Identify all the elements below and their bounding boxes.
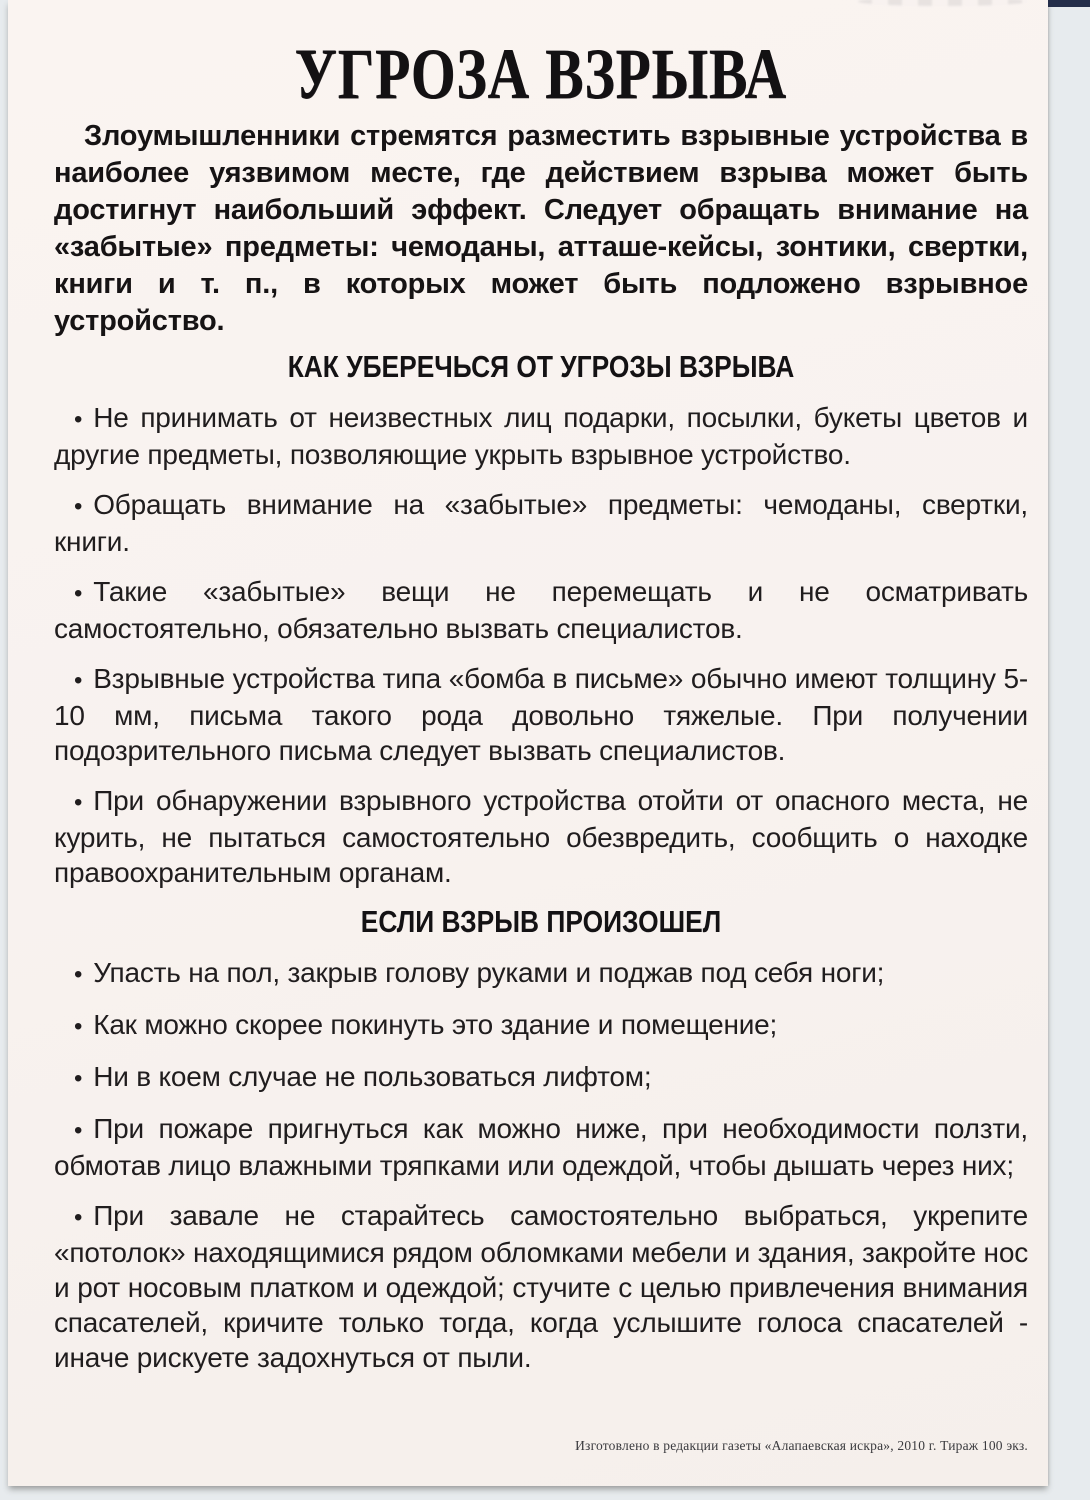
intro-paragraph: Злоумышленники стремятся разместить взрывные устройства в наиболее уязвимом месте, где действием взрыва может быть достигнут наибольший эффект. Следует обращать внимание на «забытые» предметы: чемоданы, атташе-кейсы, зонтики, свертки, книги и т. п., в которых может быть подложено взрывное устройство. (54, 120, 1028, 337)
bullet-text: При пожаре пригнуться как можно ниже, при необходимости ползти, обмотав лицо влажными тряпками или одеждой, чтобы дышать через них; (54, 1113, 1028, 1181)
bullet-item (54, 400, 1028, 472)
section-heading-text: КАК УБЕРЕЧЬСЯ ОТ УГРОЗЫ ВЗРЫВА (287, 349, 795, 384)
bullet-item (54, 574, 1028, 646)
bullet-text: При обнаружении взрывного устройства отойти от опасного места, не курить, не пытаться самостоятельно обезвредить, сообщить о находке правоохранительным органам. (54, 785, 1028, 888)
bullet-item (54, 1111, 1028, 1183)
bullet-text: Как можно скорее покинуть это здание и помещение; (93, 1009, 778, 1040)
bullet-dot-icon: • (74, 580, 83, 607)
imprint-line: Изготовлено в редакции газеты «Алапаевская искра», 2010 г. Тираж 100 экз. (575, 1438, 1028, 1453)
document-title (54, 34, 1028, 114)
bullet-dot-icon: • (74, 667, 83, 694)
section-heading-how-to-avoid (54, 350, 1028, 384)
bullet-item (54, 1059, 1028, 1096)
bullet-dot-icon: • (74, 493, 83, 520)
document-page (8, 0, 1048, 1486)
bullet-item (54, 487, 1028, 559)
bullet-dot-icon: • (74, 1204, 83, 1231)
document-title-text: УГРОЗА ВЗРЫВА (294, 34, 788, 114)
bullet-item (54, 783, 1028, 890)
bullet-text: Взрывные устройства типа «бомба в письме» обычно имеют толщину 5-10 мм, письма такого рода довольно тяжелые. При получении подозрительного письма следует вызвать специалистов. (54, 663, 1028, 766)
bullet-text: Не принимать от неизвестных лиц подарки, посылки, букеты цветов и другие предметы, позволяющие укрыть взрывное устройство. (54, 402, 1028, 470)
bullet-text: При завале не старайтесь самостоятельно выбраться, укрепите «потолок» находящимися рядом обломками мебели и здания, закройте нос и рот носовым платком и одеждой; стучите с целью привлечения внимания спасателей, кричите только тогда, когда услышите голоса спасателей - иначе рискуете задохнуться от пыли. (54, 1200, 1028, 1373)
bullet-text: Обращать внимание на «забытые» предметы: чемоданы, свертки, книги. (54, 489, 1028, 557)
bullet-dot-icon: • (74, 1065, 83, 1092)
bullet-dot-icon: • (74, 961, 83, 988)
bullet-item (54, 955, 1028, 992)
section-heading-text: ЕСЛИ ВЗРЫВ ПРОИЗОШЕЛ (360, 904, 722, 939)
page-content (8, 0, 1048, 1390)
bullet-dot-icon: • (74, 406, 83, 433)
bullet-text: Упасть на пол, закрыв голову руками и поджав под себя ноги; (93, 957, 885, 988)
bullet-dot-icon: • (74, 1117, 83, 1144)
bullet-dot-icon: • (74, 789, 83, 816)
bullet-item (54, 1007, 1028, 1044)
scan-corner-mark (1048, 0, 1090, 7)
section-heading-if-explosion (54, 905, 1028, 939)
bullet-text: Такие «забытые» вещи не перемещать и не осматривать самостоятельно, обязательно вызвать специалистов. (54, 576, 1028, 644)
bullet-item (54, 1198, 1028, 1375)
bullet-dot-icon: • (74, 1013, 83, 1040)
bullet-item (54, 661, 1028, 768)
bullet-text: Ни в коем случае не пользоваться лифтом; (93, 1061, 652, 1092)
